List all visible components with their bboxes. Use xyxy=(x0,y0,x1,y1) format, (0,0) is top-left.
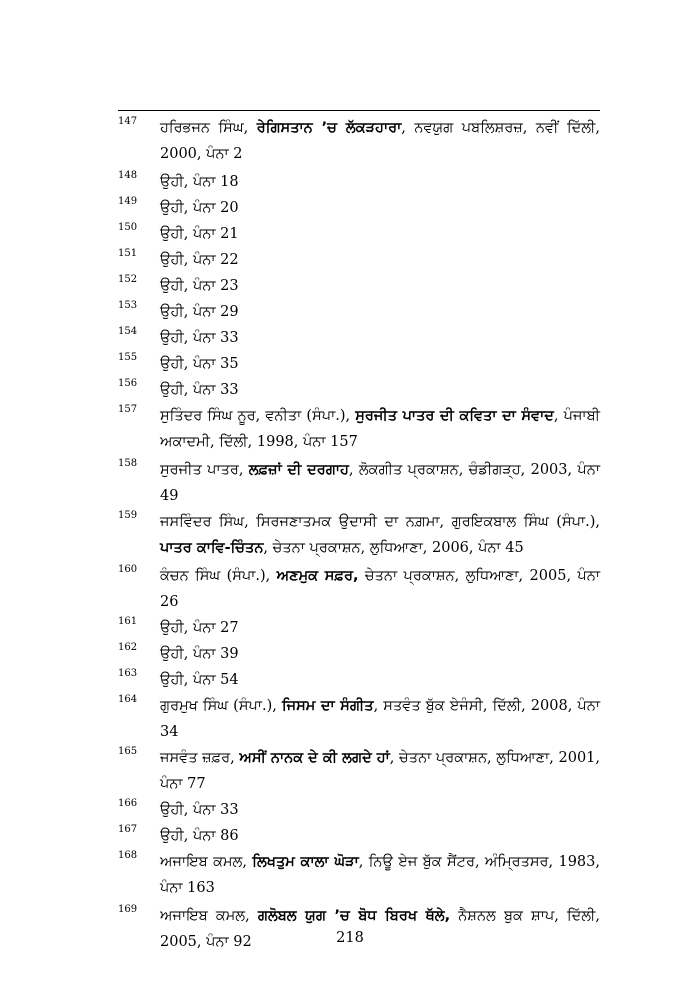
footnote-text xyxy=(160,278,239,294)
footnote-author: ਉਹੀ, ਪੰਨਾ 33 xyxy=(160,802,239,818)
footnote-book-title: ਰੇਗਿਸਤਾਨ ’ਚ ਲੱਕੜਹਾਰਾ xyxy=(256,120,402,136)
footnote-text xyxy=(160,802,239,818)
footnote-166 xyxy=(118,797,600,823)
footnote-number: 166 xyxy=(118,798,138,809)
footnote-number: 161 xyxy=(118,616,138,627)
footnote-159 xyxy=(118,509,600,561)
footnote-author: ਹਰਿਭਜਨ ਸਿੰਘ, xyxy=(160,120,257,136)
footnote-150 xyxy=(118,221,600,247)
footnote-book-title: ਪਾਤਰ ਕਾਵਿ-ਚਿੰਤਨ xyxy=(160,540,264,556)
footnote-text xyxy=(160,330,239,346)
footnote-text xyxy=(160,672,239,688)
footnote-text xyxy=(160,200,239,216)
footnote-author: ਉਹੀ, ਪੰਨਾ 29 xyxy=(160,304,239,320)
footnote-publication: , ਚੇਤਨਾ ਪ੍ਰਕਾਸ਼ਨ, ਲੁਧਿਆਣਾ, 2001, ਪੰਨਾ 77 xyxy=(160,750,601,792)
footnote-number: 147 xyxy=(118,116,138,127)
footnote-book-title: ਲਫ਼ਜ਼ਾਂ ਦੀ ਦਰਗਾਹ xyxy=(248,462,349,478)
footnote-author: ਉਹੀ, ਪੰਨਾ 20 xyxy=(160,200,239,216)
footnote-author: ਉਹੀ, ਪੰਨਾ 18 xyxy=(160,174,239,190)
footnote-author: ਅਜਾਇਬ ਕਮਲ, xyxy=(160,908,258,924)
footnote-169 xyxy=(118,903,600,955)
footnote-167 xyxy=(118,823,600,849)
footnote-number: 165 xyxy=(118,746,138,757)
footnote-147 xyxy=(118,115,600,167)
footnote-author: ਸੁਤਿੰਦਰ ਸਿੰਘ ਨੂਰ, ਵਨੀਤਾ (ਸੰਪਾ.), xyxy=(160,408,356,424)
footnote-publication: , ਚੇਤਨਾ ਪ੍ਰਕਾਸ਼ਨ, ਲੁਧਿਆਣਾ, 2006, ਪੰਨਾ 45 xyxy=(263,540,524,556)
footnote-text xyxy=(160,854,600,896)
footnote-text xyxy=(160,382,239,398)
footnote-text xyxy=(160,750,600,792)
footnote-book-title: ਅਸੀਂ ਨਾਨਕ ਦੇ ਕੀ ਲਗਦੇ ਹਾਂ xyxy=(239,750,390,766)
footnote-publication: , ਸਤਵੰਤ ਬੁੱਕ ਏਜੰਸੀ, ਦਿੱਲੀ, 2008, ਪੰਨਾ 34 xyxy=(160,698,600,740)
footnote-author: ਉਹੀ, ਪੰਨਾ 21 xyxy=(160,226,239,242)
footnote-publication: ਨੈਸ਼ਨਲ ਬੁਕ ਸ਼ਾਪ, ਦਿੱਲੀ, 2005, ਪੰਨਾ 92 xyxy=(160,908,600,950)
footnote-author: ਉਹੀ, ਪੰਨਾ 39 xyxy=(160,646,239,662)
footnote-text xyxy=(160,356,239,372)
footnote-156 xyxy=(118,377,600,403)
footnote-148 xyxy=(118,169,600,195)
footnote-author: ਉਹੀ, ਪੰਨਾ 33 xyxy=(160,382,239,398)
footnote-text xyxy=(160,646,239,662)
footnote-author: ਉਹੀ, ਪੰਨਾ 33 xyxy=(160,330,239,346)
footnote-160 xyxy=(118,563,600,615)
footnote-164 xyxy=(118,693,600,745)
footnote-149 xyxy=(118,195,600,221)
footnote-number: 167 xyxy=(118,824,138,835)
footnote-author: ਉਹੀ, ਪੰਨਾ 22 xyxy=(160,252,239,268)
footnote-number: 154 xyxy=(118,326,138,337)
footnote-152 xyxy=(118,273,600,299)
footnote-text xyxy=(160,568,600,610)
page-number: 218 xyxy=(336,930,364,946)
footnote-author: ਜਸਵਿੰਦਰ ਸਿੰਘ, ਸਿਰਜਣਾਤਮਕ ਉਦਾਸੀ ਦਾ ਨਗ਼ਮਾ, ਗੁਰਇਕਬਾਲ ਸਿੰਘ (ਸੰਪਾ.), xyxy=(160,514,600,530)
footnote-number: 164 xyxy=(118,694,138,705)
footnote-text xyxy=(160,120,600,162)
footnote-separator-rule xyxy=(118,110,600,111)
footnote-author: ਉਹੀ, ਪੰਨਾ 27 xyxy=(160,620,239,636)
footnote-number: 169 xyxy=(118,904,138,915)
footnote-author: ਉਹੀ, ਪੰਨਾ 86 xyxy=(160,828,239,844)
footnote-text xyxy=(160,304,239,320)
footnote-text xyxy=(160,514,600,556)
footnote-151 xyxy=(118,247,600,273)
footnote-number: 151 xyxy=(118,248,138,259)
footnote-publication: , ਲੋਕਗੀਤ ਪ੍ਰਕਾਸ਼ਨ, ਚੰਡੀਗੜ੍ਹ, 2003, ਪੰਨਾ 49 xyxy=(160,462,600,504)
footnotes-list xyxy=(118,115,600,957)
footnote-number: 168 xyxy=(118,850,138,861)
footnote-author: ਉਹੀ, ਪੰਨਾ 54 xyxy=(160,672,239,688)
footnote-number: 163 xyxy=(118,668,138,679)
footnote-author: ਕੰਚਨ ਸਿੰਘ (ਸੰਪਾ.), xyxy=(160,568,277,584)
footnote-book-title: ਸੁਰਜੀਤ ਪਾਤਰ ਦੀ ਕਵਿਤਾ ਦਾ ਸੰਵਾਦ xyxy=(355,408,554,424)
footnote-162 xyxy=(118,641,600,667)
footnote-text xyxy=(160,226,239,242)
footnote-book-title: ਲਿਖਤੁਮ ਕਾਲਾ ਘੋੜਾ xyxy=(252,854,359,870)
footnote-publication: ਚੇਤਨਾ ਪ੍ਰਕਾਸ਼ਨ, ਲੁਧਿਆਣਾ, 2005, ਪੰਨਾ 26 xyxy=(160,568,600,610)
footnote-text xyxy=(160,620,239,636)
footnote-157 xyxy=(118,403,600,455)
footnote-text xyxy=(160,698,600,740)
footnote-publication: , ਨਿਊ ਏਜ ਬੁੱਕ ਸੈਂਟਰ, ਅੰਮ੍ਰਿਤਸਰ, 1983, ਪੰਨਾ 163 xyxy=(160,854,600,896)
footnote-text xyxy=(160,174,239,190)
footnote-158 xyxy=(118,457,600,509)
footnote-155 xyxy=(118,351,600,377)
footnote-163 xyxy=(118,667,600,693)
footnote-number: 158 xyxy=(118,458,138,469)
footnote-number: 160 xyxy=(118,564,138,575)
footnote-author: ਅਜਾਇਬ ਕਮਲ, xyxy=(160,854,253,870)
footnote-book-title: ਜਿਸਮ ਦਾ ਸੰਗੀਤ xyxy=(281,698,374,714)
footnote-number: 153 xyxy=(118,300,138,311)
footnote-number: 150 xyxy=(118,222,138,233)
footnote-author: ਉਹੀ, ਪੰਨਾ 35 xyxy=(160,356,239,372)
footnote-publication: , ਨਵਯੁਗ ਪਬਲਿਸ਼ਰਜ਼, ਨਵੀਂ ਦਿੱਲੀ, 2000, ਪੰਨਾ 2 xyxy=(160,120,600,162)
footnote-book-title: ਗਲੋਬਲ ਯੁਗ ’ਚ ਬੋਧ ਬਿਰਖ ਥੱਲੇ, xyxy=(257,908,451,924)
footnote-153 xyxy=(118,299,600,325)
footnote-154 xyxy=(118,325,600,351)
footnote-number: 155 xyxy=(118,352,138,363)
footnote-number: 159 xyxy=(118,510,138,521)
footnote-text xyxy=(160,408,600,450)
footnote-text xyxy=(160,462,600,504)
footnote-161 xyxy=(118,615,600,641)
footnote-number: 149 xyxy=(118,196,138,207)
footnote-number: 162 xyxy=(118,642,138,653)
footnote-author: ਜਸਵੰਤ ਜ਼ਫ਼ਰ, xyxy=(160,750,240,766)
footnote-number: 148 xyxy=(118,170,138,181)
footnote-text xyxy=(160,828,239,844)
footnote-number: 152 xyxy=(118,274,138,285)
footnote-author: ਸੁਰਜੀਤ ਪਾਤਰ, xyxy=(160,462,249,478)
footnote-number: 157 xyxy=(118,404,138,415)
footnote-publication: , ਪੰਜਾਬੀ ਅਕਾਦਮੀ, ਦਿੱਲੀ, 1998, ਪੰਨਾ 157 xyxy=(160,408,600,450)
footnote-number: 156 xyxy=(118,378,138,389)
footnote-author: ਗੁਰਮੁਖ ਸਿੰਘ (ਸੰਪਾ.), xyxy=(160,698,282,714)
footnote-book-title: ਅਣਮੁਕ ਸਫ਼ਰ, xyxy=(276,568,359,584)
footnote-text xyxy=(160,252,239,268)
footnote-168 xyxy=(118,849,600,901)
footnote-author: ਉਹੀ, ਪੰਨਾ 23 xyxy=(160,278,239,294)
footnote-165 xyxy=(118,745,600,797)
